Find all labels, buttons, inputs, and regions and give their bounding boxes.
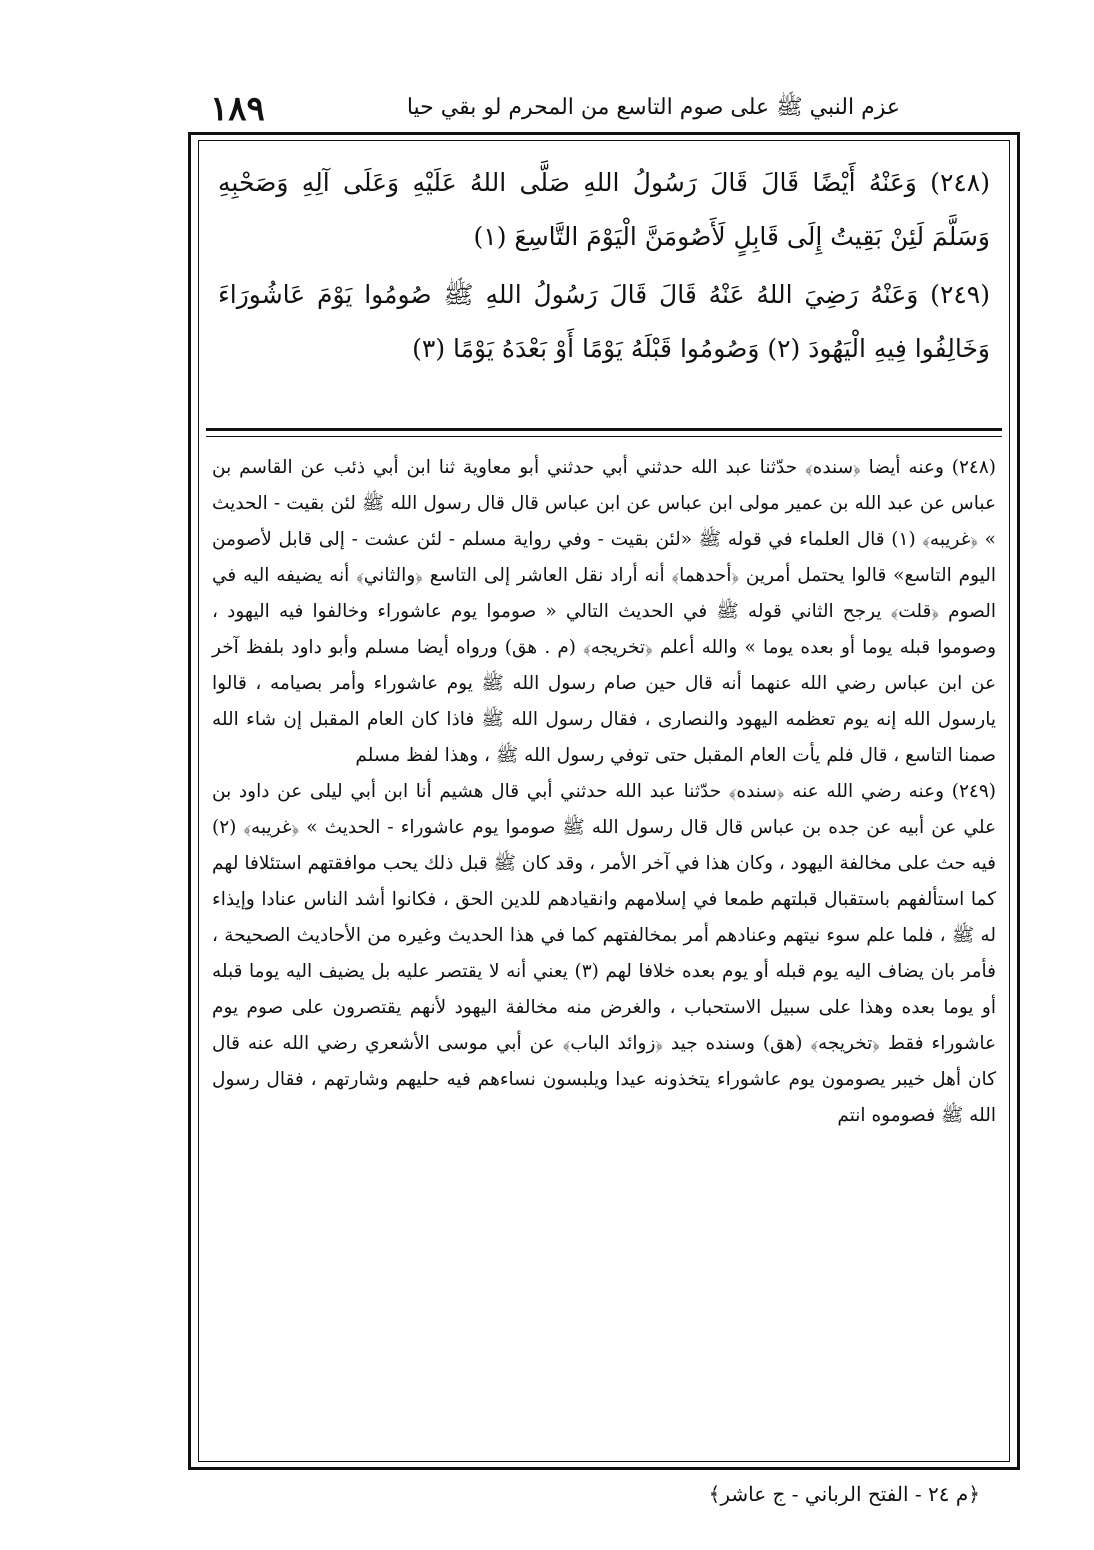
running-title: عزم النبي ﷺ على صوم التاسع من المحرم لو بقي حيا: [406, 95, 900, 120]
footer-signature: ﴿م ٢٤ - الفتح الرباني - ج عاشر﴾: [708, 1482, 980, 1506]
section-divider-thin: [206, 436, 1002, 437]
hadith-249: (٢٤٩) وَعَنْهُ رَضِيَ اللهُ عَنْهُ قَالَ قَالَ رَسُولُ اللهِ ﷺ صُومُوا يَوْمَ عَاشُورَاءَ وَخَالِفُوا فِيهِ الْيَهُودَ (٢) وَصُومُوا قَبْلَهُ يَوْمًا أَوْ بَعْدَهُ يَوْمًا (٣): [218, 280, 990, 363]
commentary-text: [212, 450, 996, 1134]
commentary-249: (٢٤٩) وعنه رضي الله عنه ﴿سنده﴾ حدّثنا عبد الله حدثني أبي قال هشيم أنا ابن أبي ليلى عن داود بن علي عن أبيه عن جده بن عباس قال قال رسول الله ﷺ صوموا يوم عاشوراء - الحديث » ﴿غريبه﴾ (٢) فيه حث على مخالفة اليهود ، وكان هذا في آخر الأمر ، وقد كان ﷺ قبل ذلك يحب موافقتهم استئلافا لهم كما استألفهم باستقبال قبلتهم طمعا في إسلامهم وانقيادهم للدين الحق ، فكانوا أشد الناس عنادا وإيذاء له ﷺ ، فلما علم سوء نيتهم وعنادهم أمر بمخالفتهم كما في هذا الحديث وغيره من الأحاديث الصحيحة ، فأمر بان يضاف اليه يوم قبله أو يوم بعده خلافا لهم (٣) يعني أنه لا يقتصر عليه بل يضيف اليه يوما قبله أو يوما بعده وهذا على سبيل الاستحباب ، والغرض منه مخالفة اليهود لأنهم يقتصرون على صوم يوم عاشوراء فقط ﴿تخريجه﴾ (هق) وسنده جيد ﴿زوائد الباب﴾ عن أبي موسى الأشعري رضي الله عنه قال كان أهل خيبر يصومون يوم عاشوراء يتخذونه عيدا ويلبسون نساءهم فيه حليهم وشارتهم ، فقال رسول الله ﷺ فصوموه انتم: [212, 781, 996, 1126]
hadith-248: (٢٤٨) وَعَنْهُ أَيْضًا قَالَ قَالَ رَسُولُ اللهِ صَلَّى اللهُ عَلَيْهِ وَعَلَى آلِهِ وَصَحْبِهِ وَسَلَّمَ لَئِنْ بَقِيتُ إِلَى قَابِلٍ لَأَصُومَنَّ الْيَوْمَ التَّاسِعَ (١): [218, 168, 990, 251]
hadith-text: [218, 156, 990, 380]
section-divider: [206, 428, 1002, 431]
page-header: [210, 84, 900, 134]
page-number: ١٨٩: [210, 89, 265, 129]
commentary-248: (٢٤٨) وعنه أيضا ﴿سنده﴾ حدّثنا عبد الله حدثني أبي حدثني أبو معاوية ثنا ابن أبي ذئب عن القاسم بن عباس عن عبد الله بن عمير مولى ابن عباس عن ابن عباس قال قال رسول الله ﷺ لئن بقيت - الحديث » ﴿غريبه﴾ (١) قال العلماء في قوله ﷺ «لئن بقيت - وفي رواية مسلم - لئن عشت - إلى قابل لأصومن اليوم التاسع» قالوا يحتمل أمرين ﴿أحدهما﴾ أنه أراد نقل العاشر إلى التاسع ﴿والثاني﴾ أنه يضيفه اليه في الصوم ﴿قلت﴾ يرجح الثاني قوله ﷺ في الحديث التالي « صوموا يوم عاشوراء وخالفوا فيه اليهود ، وصوموا قبله يوما أو بعده يوما » والله أعلم ﴿تخريجه﴾ (م . هق) ورواه أيضا مسلم وأبو داود بلفظ آخر عن ابن عباس رضي الله عنهما أنه قال حين صام رسول الله ﷺ يوم عاشوراء وأمر بصيامه ، قالوا يارسول الله إنه يوم تعظمه اليهود والنصارى ، فقال رسول الله ﷺ فاذا كان العام المقبل إن شاء الله صمنا التاسع ، قال فلم يأت العام المقبل حتى توفي رسول الله ﷺ ، وهذا لفظ مسلم: [212, 457, 996, 766]
